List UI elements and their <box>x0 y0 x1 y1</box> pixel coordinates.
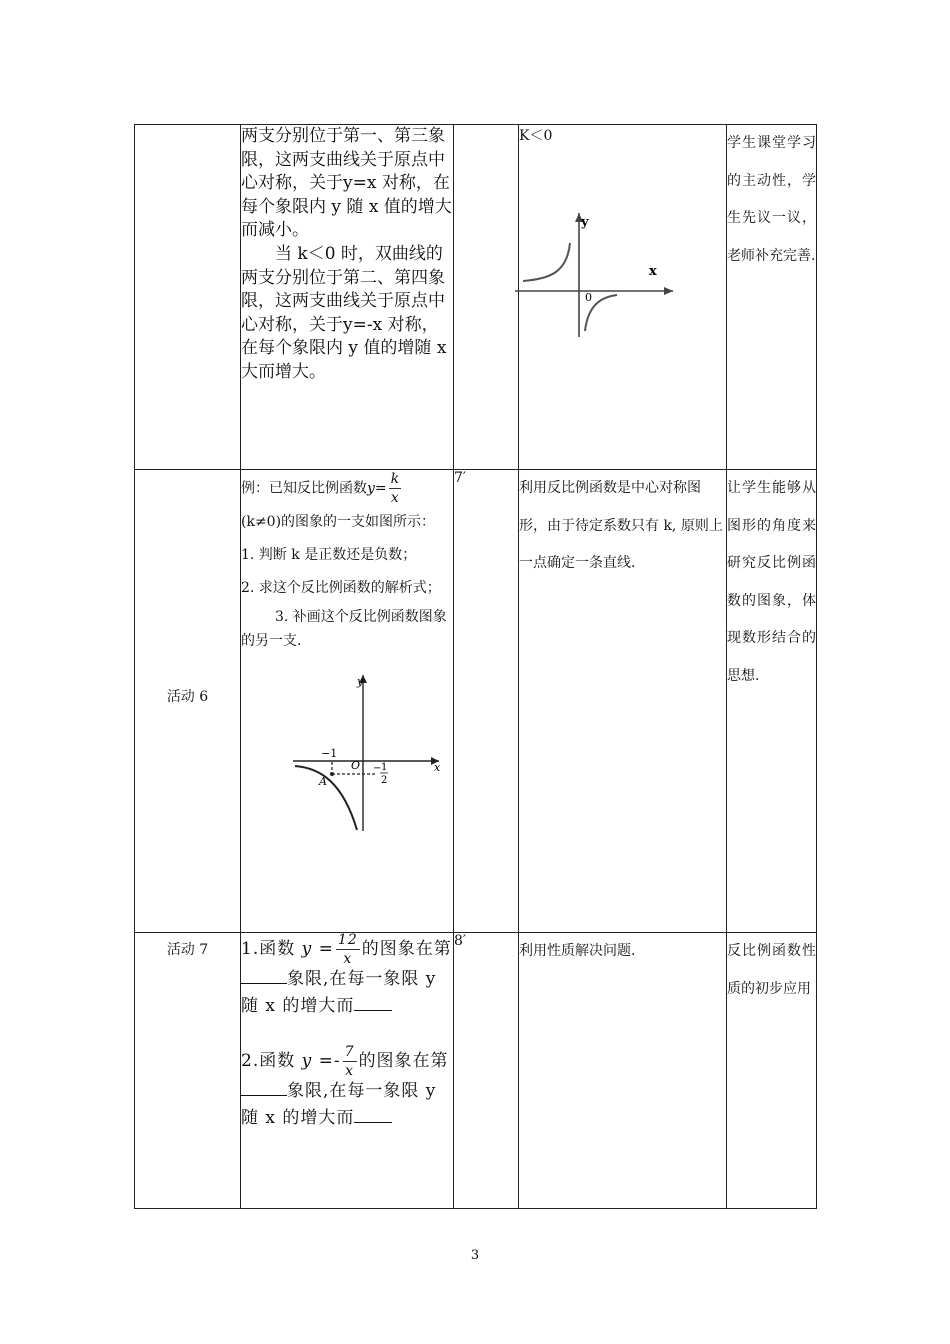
example-text-cont: (k≠0)的图象的一支如图所示： <box>241 513 436 530</box>
answer-blank[interactable] <box>241 967 287 984</box>
y-axis-label: y <box>357 674 364 688</box>
note-cell: 让学生能够从图形的角度来研究反比例函数的图象，体现数形结合的思想. <box>727 470 817 933</box>
fraction-12-over-x: $\frac{12}{x}$ <box>337 932 358 967</box>
note-cell: 学生课堂学习的主动性，学生先议一议，老师补充完善. <box>727 125 817 470</box>
activity-label: 活动 6 <box>135 470 241 933</box>
fraction-k-over-x: $\frac{k}{x}$ <box>390 471 400 506</box>
y-tick-num: 1 <box>381 761 388 773</box>
fraction-7-over-x: $\frac{7}{x}$ <box>344 1044 355 1079</box>
content-cell <box>241 125 454 470</box>
table-row <box>135 933 817 1209</box>
answer-blank[interactable] <box>241 1079 287 1096</box>
activity-label: 活动 7 <box>135 933 241 1209</box>
time-label: 8′ <box>454 933 519 1209</box>
point-a-label: A <box>319 774 327 788</box>
explanation-cell: 利用反比例函数是中心对称图形，由于待定系数只有 k, 原则上一点确定一条直线. <box>519 470 727 933</box>
graph-condition-label: K＜0 <box>519 128 553 144</box>
x-axis-label: x <box>434 760 441 774</box>
question-1: 1. 判断 k 是正数还是负数； <box>241 546 417 563</box>
answer-blank[interactable] <box>354 994 392 1011</box>
answer-blank[interactable] <box>354 1106 392 1123</box>
x-tick-label: −1 <box>321 746 338 760</box>
x-axis-label: x <box>649 264 657 279</box>
branch-quadrant-2 <box>523 243 570 281</box>
content-cell <box>241 470 454 933</box>
y-tick-den: 2 <box>381 774 388 786</box>
point-a <box>330 772 334 776</box>
note-cell: 反比例函数性质的初步应用 <box>727 933 817 1209</box>
exercise-1: 1.函数 y = $\frac{12}{x}$ 的图象在第象限,在每一象限 y 随 x 的增大而 <box>241 932 452 1016</box>
hyperbola-graph-negative-k <box>509 173 679 353</box>
activity-cell <box>135 125 241 470</box>
example-text: 例：已知反比例函数y= $\frac{k}{x}$ <box>241 471 400 506</box>
x-axis-arrow <box>664 287 673 295</box>
hyperbola-branch-graph <box>291 673 449 833</box>
lesson-plan-table <box>134 124 817 1209</box>
property-text-negative: 当 k＜0 时，双曲线的两支分别位于第二、第四象限，这两支曲线关于原点中心对称，关于y=-x 对称，在每个象限内 y 值的增随 x 大而增大。 <box>241 243 447 382</box>
page-number: 3 <box>470 1248 480 1263</box>
y-tick-label: − <box>373 762 382 774</box>
explanation-cell: 利用性质解决问题. <box>519 933 727 1209</box>
exercise-2: 2.函数 y =- $\frac{7}{x}$ 的图象在第象限,在每一象限 y 随 x 的增大而 <box>241 1044 449 1128</box>
exercise-cell <box>241 933 454 1209</box>
question-2: 2. 求这个反比例函数的解析式； <box>241 579 441 596</box>
time-label: 7′ <box>454 470 519 933</box>
origin-label: O <box>351 758 361 772</box>
question-3: 3. 补画这个反比例函数图象的另一支. <box>241 608 447 649</box>
property-text-positive: 两支分别位于第一、第三象限，这两支曲线关于原点中心对称，关于y=x 对称，在每个象限内 y 随 x 值的增大而减小。 <box>241 126 452 241</box>
table-row <box>135 125 817 470</box>
table-row <box>135 470 817 933</box>
y-axis-label: y <box>581 215 589 230</box>
graph-cell <box>519 125 727 470</box>
origin-label: 0 <box>585 291 592 304</box>
